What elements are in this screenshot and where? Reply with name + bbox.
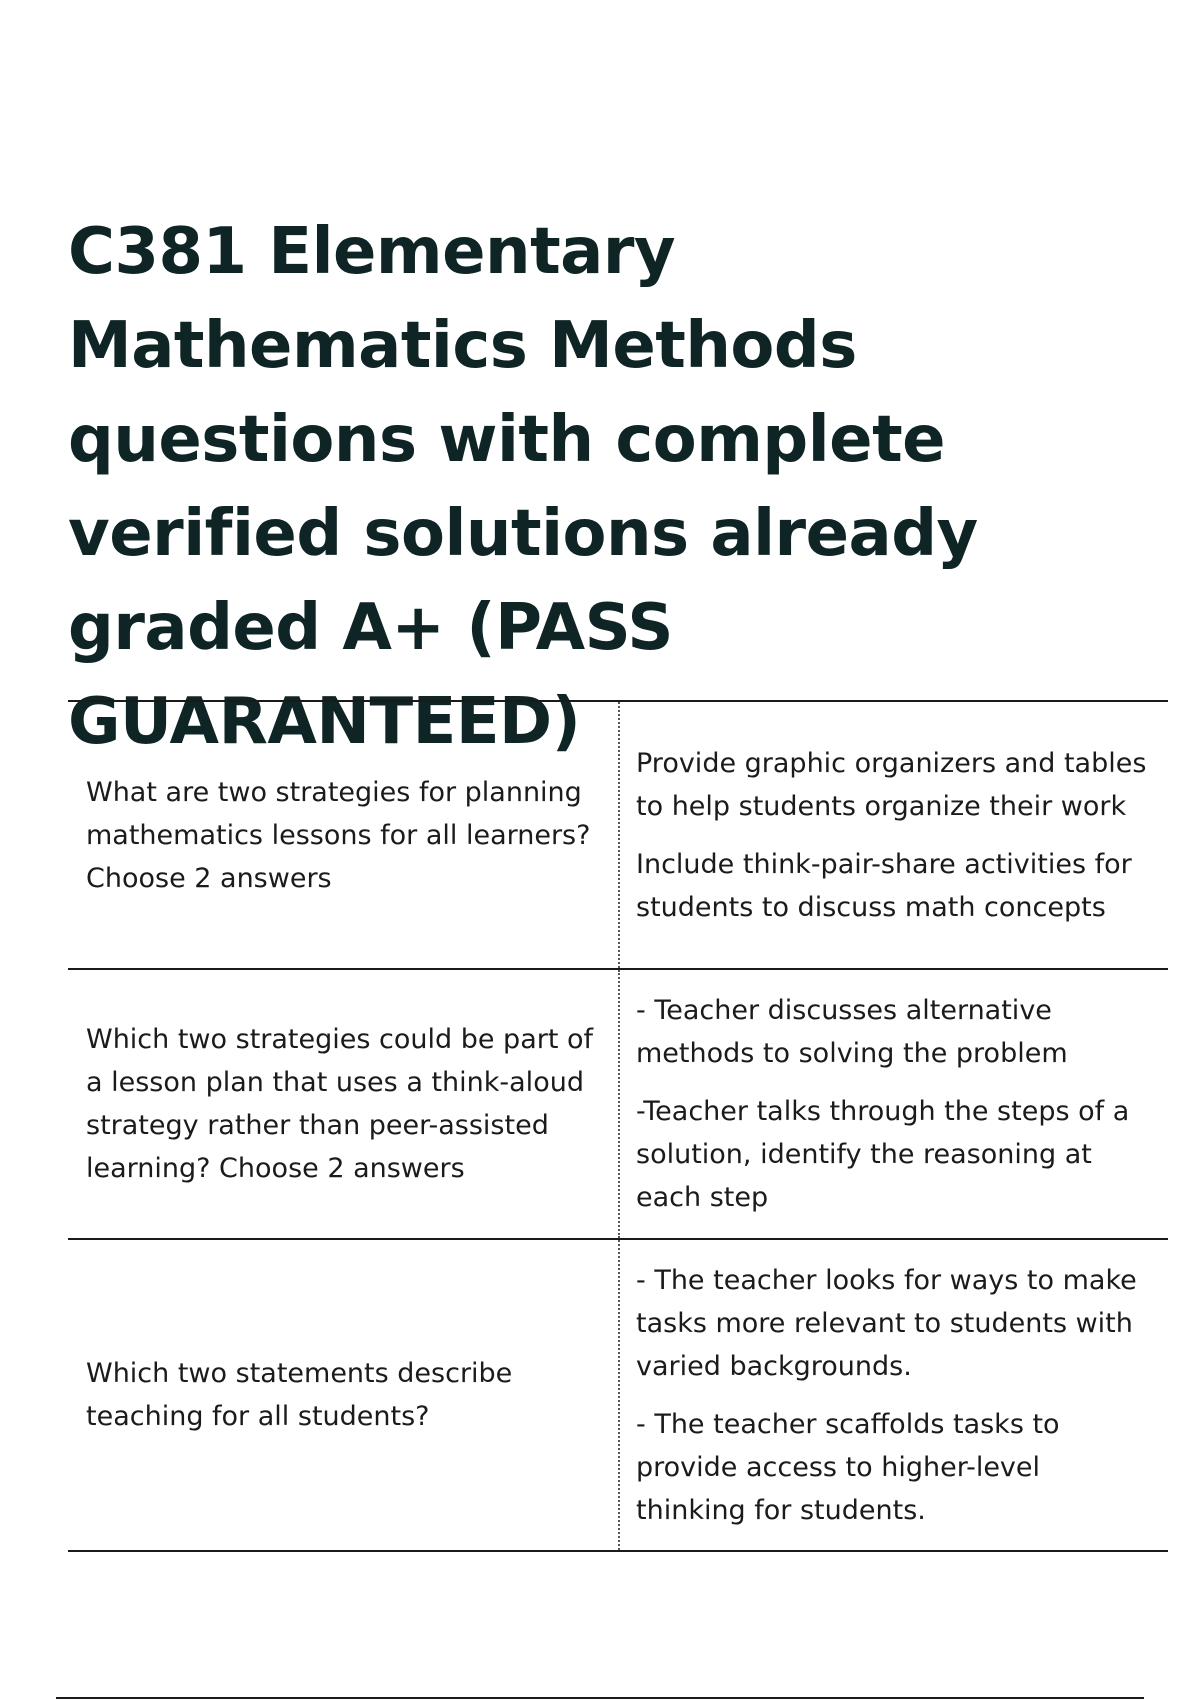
answer-text: -Teacher talks through the steps of a solution, identify the reasoning at each step bbox=[636, 1096, 1130, 1213]
answer-text: - The teacher looks for ways to make tasks more relevant to students with varied backgrounds. bbox=[636, 1264, 1137, 1382]
page-title: C381 Elementary Mathematics Methods questions with complete verified solutions already graded A+ (PASS GUARANTEED) bbox=[68, 215, 978, 759]
qa-table bbox=[68, 700, 1168, 1552]
question-cell bbox=[68, 970, 620, 1238]
answer-cell bbox=[620, 702, 1168, 968]
question-text: Which two statements describe teaching for all students? bbox=[86, 1358, 513, 1432]
footer-divider bbox=[56, 1697, 1144, 1699]
answer-text: - The teacher scaffolds tasks to provide access to higher-level thinking for students. bbox=[636, 1408, 1060, 1526]
question-cell bbox=[68, 1240, 620, 1550]
answer-text: - Teacher discusses alternative methods to solving the problem bbox=[636, 995, 1068, 1069]
answer-text: Include think-pair-share activities for students to discuss math concepts bbox=[636, 848, 1132, 923]
question-cell bbox=[68, 702, 620, 968]
answer-cell bbox=[620, 970, 1168, 1238]
qa-row bbox=[68, 1240, 1168, 1552]
answer-cell bbox=[620, 1240, 1168, 1550]
question-text: What are two strategies for planning mathematics lessons for all learners? Choose 2 answers bbox=[86, 776, 591, 894]
question-text: Which two strategies could be part of a lesson plan that uses a think-aloud strategy rather than peer-assisted learning? Choose 2 answers bbox=[86, 1024, 594, 1184]
qa-row bbox=[68, 970, 1168, 1240]
answer-text: Provide graphic organizers and tables to help students organize their work bbox=[636, 747, 1147, 822]
qa-row bbox=[68, 702, 1168, 970]
